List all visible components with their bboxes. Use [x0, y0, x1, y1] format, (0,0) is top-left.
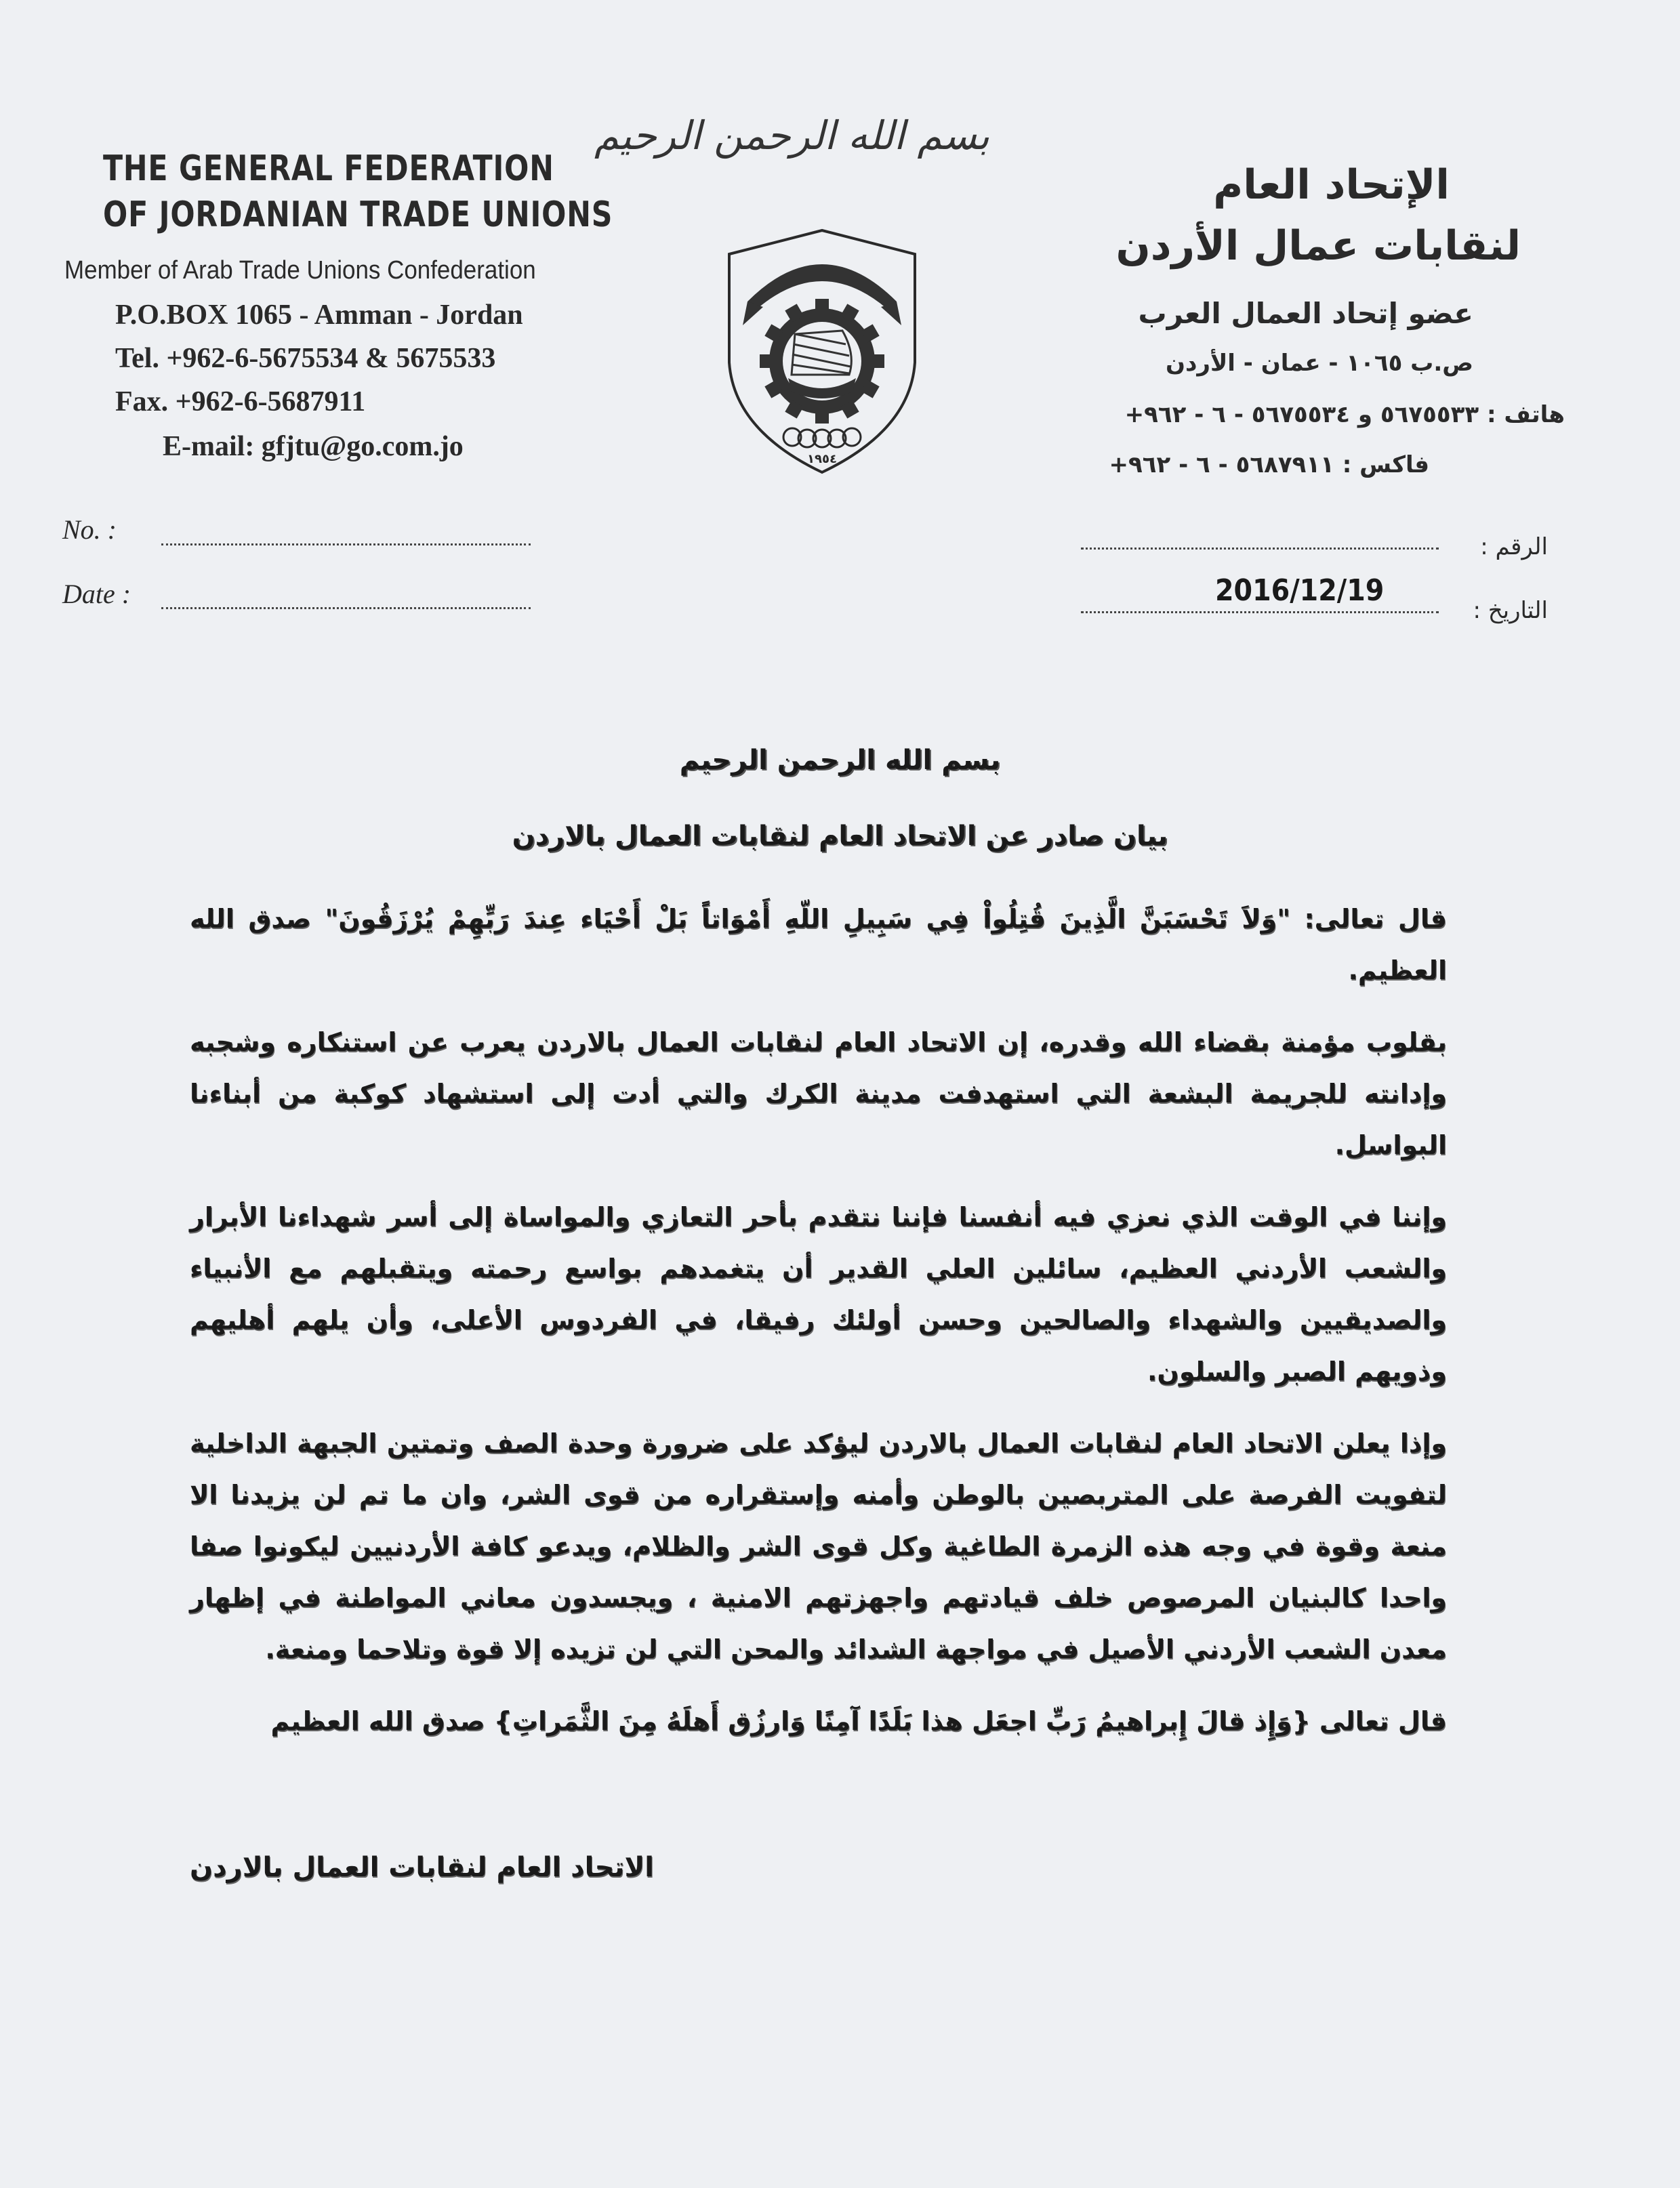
date-field[interactable]: [161, 607, 531, 609]
paragraph-quran-verse-2: قال تعالى {وَإِذ قالَ إِبراهيمُ رَبِّ اجعَل هذا بَلَدًا آمِنًا وَارزُق أَهلَهُ مِنَ الثَّمَراتِ} صدق الله العظيم: [270, 1706, 1447, 1736]
paragraph-condolences: وإننا في الوقت الذي نعزي فيه أنفسنا فإننا نتقدم بأحر التعازي والمواساة إلى أسر شهداءنا الأبرار والشعب الأردني العظيم، سائلين العلي القدير أن يتغمدهم بواسع رحمته ويتقبلهم مع الأنبياء والصديقيين والشهداء والصالحين وحسن أولئك رفيقا، في الفردوس الأعلى، وأن يلهم أهليهم وذويهم الصبر والسلون.: [190, 1202, 1447, 1386]
paragraph-unity-call: وإذا يعلن الاتحاد العام لنقابات العمال بالاردن ليؤكد على ضرورة وحدة الصف وتمتين الجبهة الداخلية لتفويت الفرصة على المتربصين بالوطن وأمنه وإستقراره من قوى الشر، وان ما تم لن يزيدنا الا منعة وقوة في وجه هذه الزمرة الطاغية وكل قوى الشر والظلام، ويدعو كافة الأردنيين ليكونوا صفا واحدا كالبنيان المرصوص خلف قيادتهم واجهزتهم الامنية ، ويجسدون معاني المواطنة في إظهار معدن الشعب الأردني الأصيل في مواجهة الشدائد والمحن التي لن تزيده إلا قوة وتلاحما ومنعة.: [190, 1428, 1447, 1664]
english-membership: Member of Arab Trade Unions Confederation: [64, 256, 536, 285]
basmala-calligraphy: بسم الله الرحمن الرحيم: [594, 112, 989, 159]
english-fax: Fax. +962-6-5687911: [115, 386, 366, 417]
statement-body: [190, 893, 1447, 1886]
arabic-title-line1: الإتحاد العام: [1213, 161, 1450, 209]
logo-emblem-icon: [724, 227, 920, 478]
date-value: 2016/12/19: [1215, 573, 1385, 608]
english-po-box: P.O.BOX 1065 - Amman - Jordan: [115, 300, 523, 331]
signature: الاتحاد العام لنقابات العمال بالاردن: [190, 1852, 654, 1883]
federation-logo: [724, 227, 920, 478]
statement-basmala: بسم الله الرحمن الرحيم: [679, 745, 1001, 776]
paragraph-quran-verse-1: قال تعالى: "وَلاَ تَحْسَبَنَّ الَّذِينَ قُتِلُواْ فِي سَبِيلِ اللّهِ أَمْوَاتاً بَلْ أَحْيَاء عِندَ رَبِّهِمْ يُرْزَقُونَ" صدق الله العظيم.: [190, 904, 1447, 985]
arabic-date-field[interactable]: [1081, 611, 1439, 613]
logo-year: ١٩٥٤: [807, 452, 837, 466]
arabic-po-box: ص.ب ١٠٦٥ - عمان - الأردن: [1165, 350, 1473, 377]
arabic-title-line2: لنقابات عمال الأردن: [1115, 222, 1521, 270]
arabic-tel: هاتف : ٥٦٧٥٥٣٣ و ٥٦٧٥٥٣٤ - ٦ - ٩٦٢+: [1124, 401, 1565, 428]
no-field[interactable]: [161, 543, 531, 545]
arabic-no-label: الرقم :: [1480, 533, 1548, 560]
paragraph-condemnation: بقلوب مؤمنة بقضاء الله وقدره، إن الاتحاد العام لنقابات العمال بالاردن يعرب عن استنكاره وشجبه وإدانته للجريمة البشعة التي استهدفت مدينة الكرك والتي أدت إلى استشهاد كوكبة من أبناءنا البواسل.: [190, 1027, 1447, 1160]
arabic-fax: فاكس : ٥٦٨٧٩١١ - ٦ - ٩٦٢+: [1109, 451, 1429, 478]
statement-title: بيان صادر عن الاتحاد العام لنقابات العمال بالاردن: [512, 821, 1168, 852]
no-label: No. :: [62, 514, 117, 545]
arabic-membership: عضو إتحاد العمال العرب: [1138, 297, 1473, 330]
arabic-no-field[interactable]: [1081, 548, 1439, 550]
english-letterhead: [54, 146, 613, 238]
english-tel: Tel. +962-6-5675534 & 5675533: [115, 343, 496, 374]
english-title-line1: THE GENERAL FEDERATION: [103, 148, 554, 189]
english-title-line2: OF JORDANIAN TRADE UNIONS: [103, 194, 613, 235]
arabic-date-label: التاريخ :: [1473, 597, 1548, 624]
date-label: Date :: [62, 579, 131, 609]
english-email: E-mail: gfjtu@go.com.jo: [163, 431, 464, 462]
